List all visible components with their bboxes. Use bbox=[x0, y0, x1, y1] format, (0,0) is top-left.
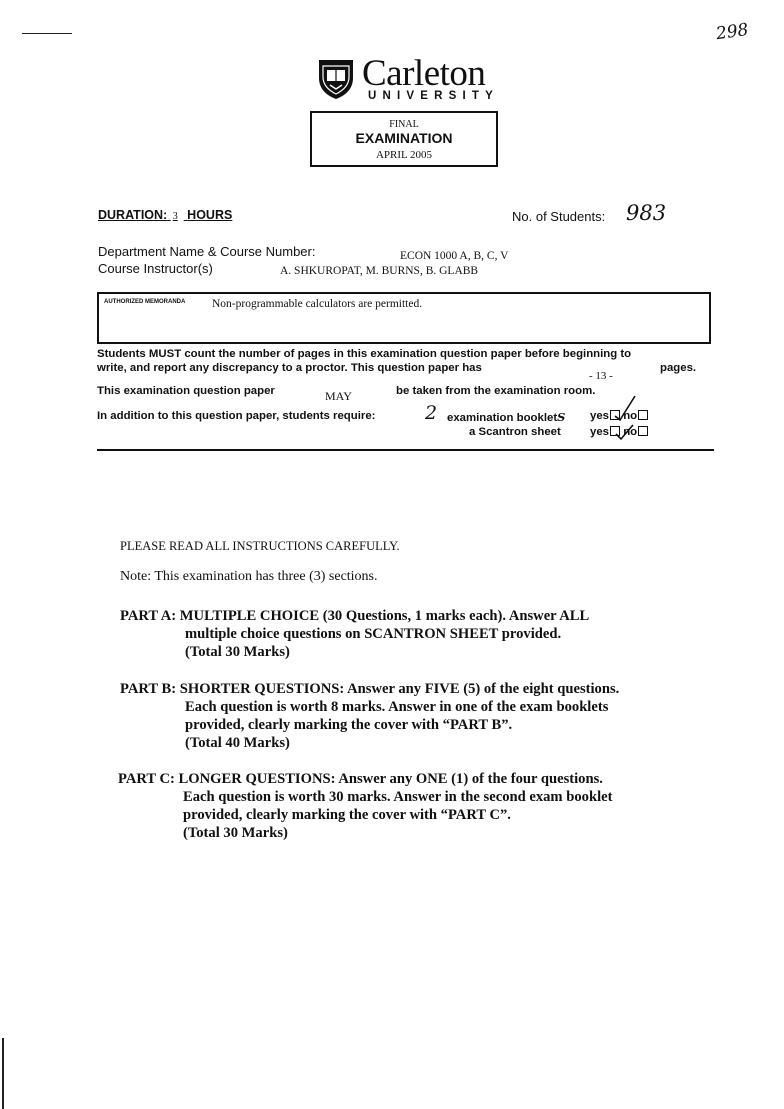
booklet-label-text: examination booklet bbox=[447, 412, 558, 424]
corner-handwritten-mark: 298 bbox=[714, 19, 750, 45]
memoranda-text: Non-programmable calculators are permitted. bbox=[212, 298, 423, 310]
booklet-yes-label: yes bbox=[590, 410, 610, 422]
booklet-no-label: no bbox=[623, 410, 638, 422]
instructions-note: Note: This examination has three (3) sections. bbox=[120, 569, 378, 584]
instructor-label: Course Instructor(s) bbox=[98, 261, 213, 276]
question-paper-tail: be taken from the examination room. bbox=[396, 385, 596, 397]
exam-date: APRIL 2005 bbox=[375, 149, 433, 161]
logo-subtitle: UNIVERSITY bbox=[368, 90, 500, 102]
section-divider bbox=[97, 449, 714, 451]
scan-line-top-left bbox=[22, 33, 72, 34]
pages-value: - 13 - bbox=[589, 370, 613, 382]
duration-label: DURATION: bbox=[98, 208, 168, 222]
exam-handwritten-final: FINAL bbox=[389, 119, 419, 130]
question-paper-value: MAY bbox=[325, 389, 352, 403]
page-count-notice-line1: Students MUST count the number of pages in this examination question paper before beginning to bbox=[97, 348, 632, 360]
memoranda-label: AUTHORIZED MEMORANDA bbox=[104, 299, 186, 305]
part-b-line2: Each question is worth 8 marks. Answer in one of the exam booklets bbox=[185, 699, 609, 715]
logo-name: Carleton bbox=[362, 53, 486, 94]
scantron-yes-label: yes bbox=[590, 426, 610, 438]
exam-title: EXAMINATION bbox=[355, 130, 453, 146]
part-b-line3: provided, clearly marking the cover with “PART B”. bbox=[185, 717, 513, 733]
instructions-heading: PLEASE READ ALL INSTRUCTIONS CAREFULLY. bbox=[120, 539, 400, 553]
part-b-instructions bbox=[120, 680, 619, 752]
department-label: Department Name & Course Number: bbox=[98, 244, 316, 259]
pages-label: pages. bbox=[660, 362, 697, 374]
part-a-line3: (Total 30 Marks) bbox=[185, 644, 290, 660]
scan-edge-left bbox=[2, 1038, 4, 1109]
part-b-line1: PART B: SHORTER QUESTIONS: Answer any FIVE (5) of the eight questions. bbox=[120, 681, 620, 697]
question-paper-label: This examination question paper bbox=[97, 385, 275, 397]
department-value: ECON 1000 A, B, C, V bbox=[400, 250, 509, 262]
students-label: No. of Students: bbox=[512, 209, 606, 224]
scantron-no-label: no bbox=[623, 426, 638, 438]
part-a-line1: PART A: MULTIPLE CHOICE (30 Questions, 1 marks each). Answer ALL bbox=[120, 608, 590, 624]
booklet-label bbox=[447, 410, 565, 424]
handwritten-check-marks-icon bbox=[605, 392, 645, 447]
requirements-label: In addition to this question paper, students require: bbox=[97, 410, 376, 422]
part-c-line2: Each question is worth 30 marks. Answer in the second exam booklet bbox=[183, 789, 613, 805]
page-count-notice-line2: write, and report any discrepancy to a proctor. This question paper has bbox=[97, 362, 482, 374]
booklet-count: 2 bbox=[425, 402, 438, 424]
instructor-value: A. SHKUROPAT, M. BURNS, B. GLABB bbox=[280, 265, 479, 277]
students-value: 983 bbox=[626, 201, 667, 225]
part-c-line1: PART C: LONGER QUESTIONS: Answer any ONE (1) of the four questions. bbox=[118, 771, 603, 787]
duration-unit: HOURS bbox=[187, 208, 233, 222]
duration-field bbox=[98, 208, 232, 222]
duration-value: 3 bbox=[172, 211, 178, 222]
part-a-instructions bbox=[120, 607, 589, 661]
memoranda-box bbox=[97, 292, 711, 344]
part-b-line4: (Total 40 Marks) bbox=[185, 735, 290, 751]
scantron-label: a Scantron sheet bbox=[469, 426, 561, 438]
part-c-instructions bbox=[118, 770, 612, 842]
exam-title-box bbox=[310, 111, 498, 167]
part-c-line3: provided, clearly marking the cover with “PART C”. bbox=[183, 807, 511, 823]
part-a-line2: multiple choice questions on SCANTRON SHEET provided. bbox=[185, 626, 562, 642]
booklet-suffix: S bbox=[557, 410, 566, 424]
carleton-shield-icon bbox=[317, 58, 355, 105]
part-c-line4: (Total 30 Marks) bbox=[183, 825, 288, 841]
